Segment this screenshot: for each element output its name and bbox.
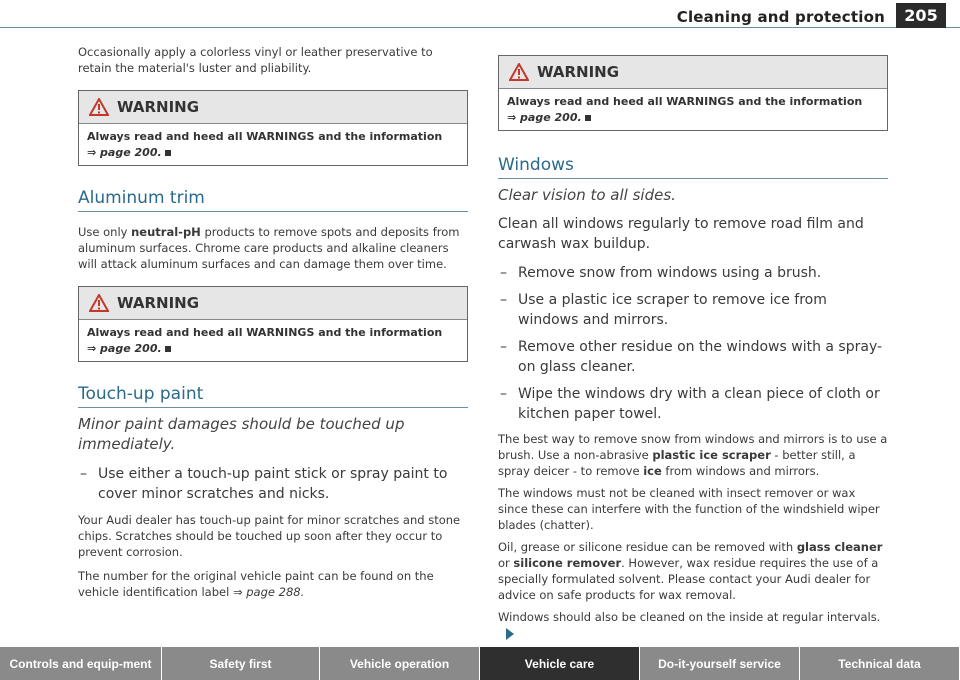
windows-list bbox=[498, 263, 888, 424]
warning-header bbox=[499, 56, 887, 89]
bold-term: ice bbox=[643, 464, 662, 478]
page-reference-link[interactable]: ⇒ page 200. bbox=[507, 111, 582, 124]
touchup-list bbox=[78, 464, 468, 504]
section-subtitle: Clear vision to all sides. bbox=[498, 186, 676, 204]
tab-vehicle-operation[interactable]: Vehicle operation bbox=[320, 647, 480, 680]
warning-box bbox=[78, 286, 468, 362]
windows-intro: Clean all windows regularly to remove road film and carwash wax buildup. bbox=[498, 216, 864, 252]
text: products to remove spots and deposits from aluminum surfaces. Chrome care products and alkaline cleaners will attack aluminum surfaces and can damage them over time. bbox=[78, 225, 460, 271]
end-mark-icon bbox=[585, 115, 591, 121]
page-number: 205 bbox=[896, 3, 946, 28]
page-reference-link[interactable]: ⇒ page 200. bbox=[87, 342, 162, 355]
tab-vehicle-care[interactable]: Vehicle care bbox=[480, 647, 640, 680]
end-mark-icon bbox=[165, 150, 171, 156]
tab-do-it-yourself-service[interactable]: Do-it-yourself service bbox=[640, 647, 800, 680]
warning-box bbox=[78, 90, 468, 166]
warning-header bbox=[79, 91, 467, 124]
windows-paragraph bbox=[498, 431, 888, 479]
warning-triangle-icon bbox=[89, 294, 109, 312]
warning-message: Always read and heed all WARNINGS and the information bbox=[507, 95, 863, 108]
header-rule bbox=[0, 27, 960, 28]
warning-box bbox=[498, 55, 888, 131]
aluminum-paragraph bbox=[78, 224, 468, 272]
warning-triangle-icon bbox=[509, 63, 529, 81]
warning-title: WARNING bbox=[117, 98, 200, 116]
tab-technical-data[interactable]: Technical data bbox=[800, 647, 960, 680]
bold-term: plastic ice scraper bbox=[652, 448, 771, 462]
section-heading-touchup: Touch-up paint bbox=[78, 384, 468, 408]
end-mark-icon bbox=[165, 346, 171, 352]
tab-controls-and-equipment[interactable]: Controls and equip-ment bbox=[0, 647, 162, 680]
touchup-paragraph bbox=[78, 568, 468, 600]
header-title: Cleaning and protection bbox=[676, 8, 885, 26]
touchup-paragraph: Your Audi dealer has touch-up paint for minor scratches and stone chips. Scratches should be touched up soon after they occur to prevent corrosion. bbox=[78, 513, 461, 559]
warning-title: WARNING bbox=[537, 63, 620, 81]
left-column bbox=[78, 44, 468, 600]
tab-safety-first[interactable]: Safety first bbox=[162, 647, 320, 680]
list-item: – Wipe the windows dry with a clean piece of cloth or kitchen paper towel. bbox=[498, 384, 888, 424]
text: . However, wax residue requires the use of a specially formulated solvent. Please contact your Audi dealer for advice on safe products for wax removal. bbox=[498, 556, 879, 602]
text: Use only bbox=[78, 225, 132, 239]
section-heading-windows: Windows bbox=[498, 155, 888, 179]
warning-text bbox=[79, 320, 467, 361]
bold-term: glass cleaner bbox=[796, 540, 883, 554]
page-reference-link[interactable]: ⇒ page 288. bbox=[232, 585, 305, 599]
list-item: – Use a plastic ice scraper to remove ice from windows and mirrors. bbox=[498, 290, 888, 330]
text: The number for the original vehicle paint can be found on the vehicle identification label bbox=[78, 569, 434, 599]
warning-header bbox=[79, 287, 467, 320]
windows-paragraph: The windows must not be cleaned with insect remover or wax since these can interfere with the function of the windshield wiper blades (chatter). bbox=[498, 486, 880, 532]
warning-text bbox=[79, 124, 467, 165]
page-reference-link[interactable]: ⇒ page 200. bbox=[87, 146, 162, 159]
text: Oil, grease or silicone residue can be removed with bbox=[498, 540, 797, 554]
list-item: – Remove snow from windows using a brush. bbox=[498, 263, 888, 283]
page-header bbox=[0, 0, 960, 30]
text: Windows should also be cleaned on the inside at regular intervals. bbox=[498, 610, 881, 624]
windows-paragraph bbox=[498, 539, 888, 603]
section-heading-aluminum: Aluminum trim bbox=[78, 188, 468, 212]
windows-paragraph bbox=[498, 609, 888, 641]
list-item: – Use either a touch-up paint stick or spray paint to cover minor scratches and nicks. bbox=[78, 464, 468, 504]
text: from windows and mirrors. bbox=[661, 464, 820, 478]
right-column bbox=[498, 55, 888, 641]
warning-title: WARNING bbox=[117, 294, 200, 312]
intro-paragraph: Occasionally apply a colorless vinyl or leather preservative to retain the material's luster and pliability. bbox=[78, 45, 433, 75]
text: - better still, a spray deicer - to remove bbox=[498, 448, 856, 478]
text: The best way to remove snow from windows and mirrors is to use a brush. Use a non-abrasive bbox=[498, 432, 888, 462]
list-item: – Remove other residue on the windows with a spray-on glass cleaner. bbox=[498, 337, 888, 377]
bold-term: silicone remover bbox=[513, 556, 622, 570]
warning-text bbox=[499, 89, 887, 130]
section-subtitle: Minor paint damages should be touched up immediately. bbox=[78, 415, 405, 453]
warning-triangle-icon bbox=[89, 98, 109, 116]
continue-arrow-icon bbox=[506, 628, 514, 640]
text: or bbox=[498, 556, 514, 570]
bold-term: neutral-pH bbox=[131, 225, 201, 239]
warning-message: Always read and heed all WARNINGS and the information bbox=[87, 326, 443, 339]
warning-message: Always read and heed all WARNINGS and the information bbox=[87, 130, 443, 143]
chapter-tabs bbox=[0, 647, 960, 680]
